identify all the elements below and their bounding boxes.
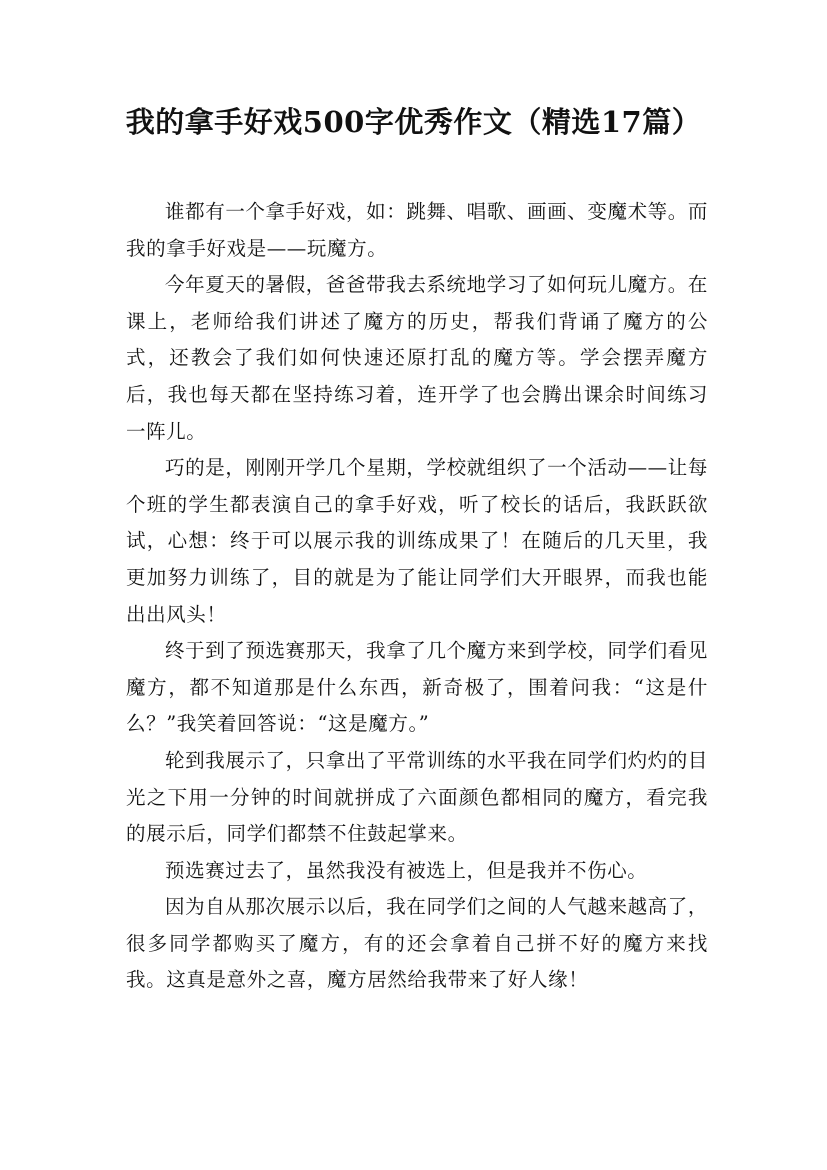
paragraph: 预选赛过去了，虽然我没有被选上，但是我并不伤心。: [165, 858, 648, 882]
paragraph: 终于到了预选赛那天，我拿了几个魔方来到学校，同学们看见魔方，都不知道那是什么东西，新奇极了，围着问我：“这是什么？”我笑着回答说：“这是魔方。”: [126, 639, 708, 736]
document-title: 我的拿手好戏500字优秀作文（精选17篇）: [125, 105, 702, 139]
paragraph: 因为自从那次展示以后，我在同学们之间的人气越来越高了，很多同学都购买了魔方，有的还会拿着自己拼不好的魔方来找我。这真是意外之喜，魔方居然给我带来了好人缘！: [126, 895, 708, 992]
paragraph: 谁都有一个拿手好戏，如：跳舞、唱歌、画画、变魔术等。而我的拿手好戏是——玩魔方。: [126, 200, 708, 260]
paragraph: 轮到我展示了，只拿出了平常训练的水平我在同学们灼灼的目光之下用一分钟的时间就拼成了六面颜色都相同的魔方，看完我的展示后，同学们都禁不住鼓起掌来。: [126, 748, 708, 846]
document-body: [126, 194, 708, 999]
paragraph: 今年夏天的暑假，爸爸带我去系统地学习了如何玩儿魔方。在课上，老师给我们讲述了魔方的历史，帮我们背诵了魔方的公式，还教会了我们如何快速还原打乱的魔方等。学会摆弄魔方后，我也每天都在坚持练习着，连开学了也会腾出课余时间练习一阵儿。: [126, 273, 708, 443]
paragraph: 巧的是，刚刚开学几个星期，学校就组织了一个活动——让每个班的学生都表演自己的拿手好戏，听了校长的话后，我跃跃欲试，心想：终于可以展示我的训练成果了！在随后的几天里，我更加努力训练了，目的就是为了能让同学们大开眼界，而我也能出出风头！: [126, 456, 708, 626]
